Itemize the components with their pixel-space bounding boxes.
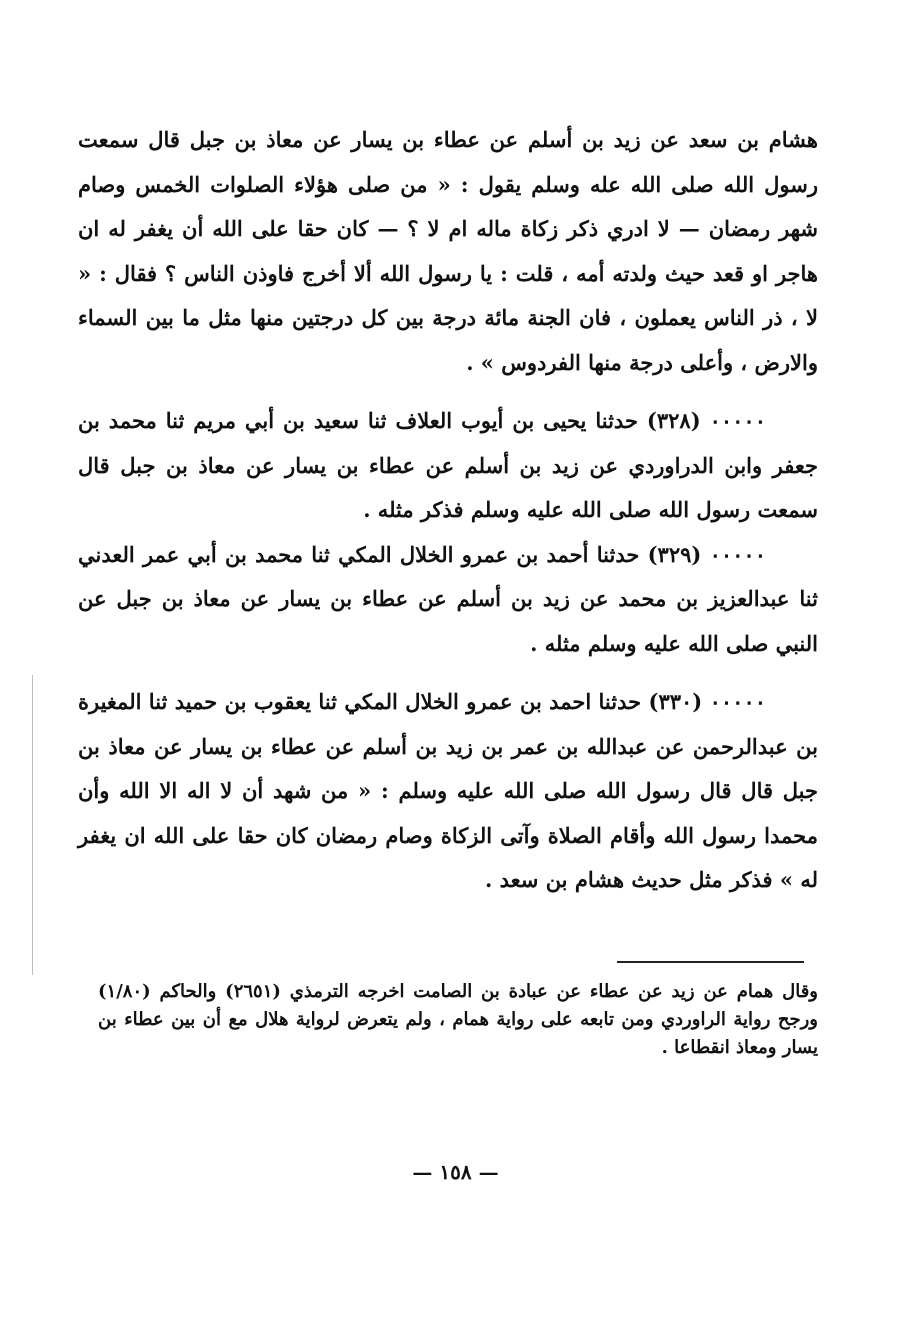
paragraph-hadith-330: ٠٠٠٠٠ (٣٣٠) حدثنا احمد بن عمرو الخلال المكي ثنا يعقوب بن حميد ثنا المغيرة بن عبدالرحمن عن عبدالله بن عمر بن زيد بن أسلم عن عطاء بن يسار عن معاذ بن جبل قال قال رسول الله صلى الله عليه وسلم : « من شهد أن لا اله الا الله وأن محمدا رسول الله وأقام الصلاة وآتى الزكاة وصام رمضان كان حقا على الله ان يغفر له » فذكر مثل حديث هشام بن سعد . xyxy=(78,689,818,892)
paragraph-hadith-328: ٠٠٠٠٠ (٣٢٨) حدثنا يحيى بن أيوب العلاف ثنا سعيد بن أبي مريم ثنا محمد بن جعفر وابن الدراوردي عن زيد بن أسلم عن عطاء بن يسار عن معاذ بن جبل قال سمعت رسول الله صلى الله عليه وسلم فذكر مثله . xyxy=(78,408,818,522)
paragraph-hadith-329: ٠٠٠٠٠ (٣٢٩) حدثنا أحمد بن عمرو الخلال المكي ثنا محمد بن أبي عمر العدني ثنا عبدالعزيز بن محمد عن زيد بن أسلم عن عطاء بن يسار عن معاذ بن جبل عن النبي صلى الله عليه وسلم مثله . xyxy=(78,541,818,656)
paragraph-hadith-continuation: هشام بن سعد عن زيد بن أسلم عن عطاء بن يسار عن معاذ بن جبل قال سمعت رسول الله صلى الله عله وسلم يقول : « من صلى هؤلاء الصلوات الخمس وصام شهر رمضان — لا ادري ذكر زكاة ماله ام لا ؟ — كان حقا على الله أن يغفر له ان هاجر او قعد حيث ولدته أمه ، قلت : يا رسول الله ألا أخرج فاوذن الناس ؟ فقال : « لا ، ذر الناس يعملون ، فان الجنة مائة درجة بين كل درجتين منها مثل ما بين السماء والارض ، وأعلى درجة منها الفردوس » . xyxy=(78,127,819,375)
footnote-block xyxy=(98,978,818,1062)
margin-scan-line xyxy=(32,675,33,975)
main-text-block xyxy=(78,118,818,903)
footnote-separator xyxy=(617,961,804,963)
footnote-text: وقال همام عن زيد عن عطاء عن عبادة بن الصامت اخرجه الترمذي (٢٦٥١) والحاكم (١/٨٠) ورجح رواية الراوردي ومن تابعه على رواية همام ، ولم يتعرض لرواية هلال مع أن بين عطاء بن يسار ومعاذ انقطاعا . xyxy=(98,981,818,1058)
page-number: — ١٥٨ — xyxy=(412,1160,499,1184)
